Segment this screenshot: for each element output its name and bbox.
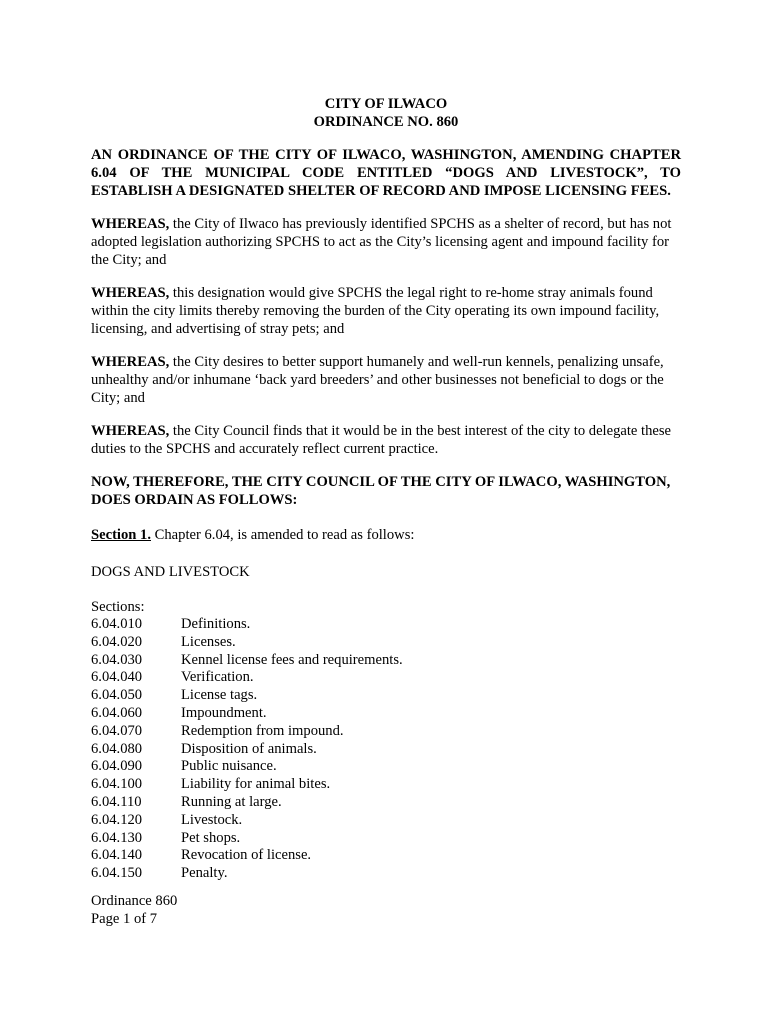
footer-page-number: Page 1 of 7 xyxy=(91,910,158,927)
section-number: 6.04.060 xyxy=(91,704,143,721)
section-number: 6.04.030 xyxy=(91,651,143,668)
section-entry xyxy=(91,669,681,687)
section-entry xyxy=(91,758,681,776)
section-entry xyxy=(91,705,681,723)
section-entry xyxy=(91,847,681,865)
resolution-clause: NOW, THEREFORE, THE CITY COUNCIL OF THE CITY OF ILWACO, WASHINGTON, DOES ORDAIN AS FOLLOWS: xyxy=(91,474,671,508)
whereas-lead: WHEREAS, xyxy=(91,423,170,439)
whereas-text: the City Council finds that it would be in the best interest of the city to delegate these duties to the SPCHS and accurately reflect current practice. xyxy=(91,423,672,457)
footer-document-name: Ordinance 860 xyxy=(91,892,178,909)
whereas-text: this designation would give SPCHS the legal right to re-home stray animals found within the city limits thereby removing the burden of the City operating its own impound facility, licensing, and advertising of stray pets; and xyxy=(91,285,660,337)
section-number: 6.04.120 xyxy=(91,811,143,828)
section-number: 6.04.020 xyxy=(91,633,143,650)
section-title: Kennel license fees and requirements. xyxy=(181,651,403,668)
section-entry xyxy=(91,634,681,652)
section-title: Public nuisance. xyxy=(181,758,277,775)
section-title: Revocation of license. xyxy=(181,847,312,864)
whereas-clause-1 xyxy=(91,215,681,269)
section-number: 6.04.140 xyxy=(91,847,143,864)
section-number: 6.04.050 xyxy=(91,687,143,704)
whereas-text: the City of Ilwaco has previously identified SPCHS as a shelter of record, but has not adopted legislation authorizing SPCHS to act as the City’s licensing agent and impound facility for the City; and xyxy=(91,216,672,268)
whereas-lead: WHEREAS, xyxy=(91,285,170,301)
document-page xyxy=(91,95,681,928)
section-1 xyxy=(91,526,681,544)
section-number: 6.04.150 xyxy=(91,865,143,882)
section-entry xyxy=(91,830,681,848)
whereas-clause-4 xyxy=(91,422,681,458)
section-entry xyxy=(91,652,681,670)
section-title: Impoundment. xyxy=(181,704,267,721)
whereas-text: the City desires to better support humanely and well-run kennels, penalizing unsafe, unhealthy and/or inhumane ‘back yard breeders’ and other businesses not beneficial to dogs or the City; and xyxy=(91,354,664,406)
section-title: Pet shops. xyxy=(181,829,241,846)
whereas-clause-2 xyxy=(91,284,681,338)
section-title: Liability for animal bites. xyxy=(181,776,331,793)
whereas-lead: WHEREAS, xyxy=(91,354,170,370)
chapter-title: DOGS AND LIVESTOCK xyxy=(91,564,250,580)
ordinance-number: ORDINANCE NO. 860 xyxy=(313,114,459,130)
sections-list xyxy=(91,616,681,883)
section-number: 6.04.040 xyxy=(91,669,143,686)
whereas-clause-3 xyxy=(91,353,681,407)
city-name: CITY OF ILWACO xyxy=(324,96,448,112)
document-header xyxy=(91,95,681,131)
section-title: Definitions. xyxy=(181,616,251,632)
section-title: Disposition of animals. xyxy=(181,740,317,757)
section-title: License tags. xyxy=(181,687,258,704)
section-entry xyxy=(91,812,681,830)
section-number: 6.04.010 xyxy=(91,616,143,632)
section-entry xyxy=(91,865,681,883)
section-entry xyxy=(91,687,681,705)
section-entry xyxy=(91,794,681,812)
section-title: Redemption from impound. xyxy=(181,722,344,739)
section-number: 6.04.090 xyxy=(91,758,143,775)
section-number: 6.04.100 xyxy=(91,776,143,793)
section-entry xyxy=(91,741,681,759)
section-number: 6.04.130 xyxy=(91,829,143,846)
page-footer xyxy=(91,892,681,928)
sections-label: Sections: xyxy=(91,599,145,615)
ordinance-title: AN ORDINANCE OF THE CITY OF ILWACO, WASHINGTON, AMENDING CHAPTER 6.04 OF THE MUNICIPAL CODE ENTITLED “DOGS AND LIVESTOCK”, TO ESTABLISH A DESIGNATED SHELTER OF RECORD AND IMPOSE LICENSING FEES. xyxy=(91,147,681,199)
section-text: Chapter 6.04, is amended to read as follows: xyxy=(151,527,415,543)
section-entry xyxy=(91,776,681,794)
section-title: Running at large. xyxy=(181,793,282,810)
section-number: 6.04.080 xyxy=(91,740,143,757)
whereas-lead: WHEREAS, xyxy=(91,216,170,232)
section-title: Livestock. xyxy=(181,811,243,828)
section-entry xyxy=(91,723,681,741)
section-entry xyxy=(91,616,681,634)
section-title: Licenses. xyxy=(181,633,236,650)
section-number: 6.04.070 xyxy=(91,722,143,739)
section-label: Section 1. xyxy=(91,527,151,543)
section-title: Verification. xyxy=(181,669,254,686)
section-number: 6.04.110 xyxy=(91,793,142,810)
section-title: Penalty. xyxy=(181,865,228,882)
